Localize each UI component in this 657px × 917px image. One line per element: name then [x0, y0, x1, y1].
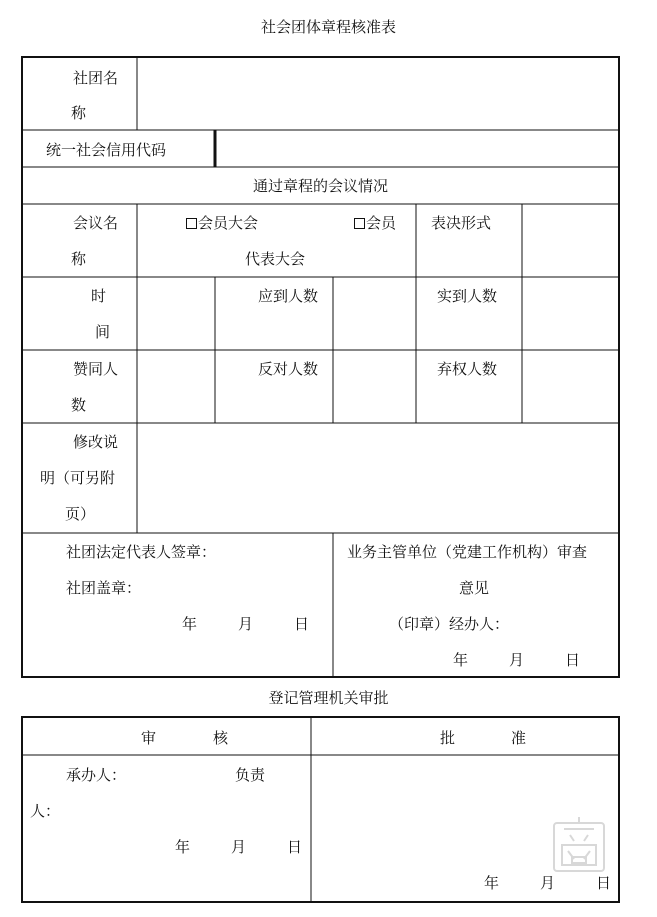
checkbox-icon[interactable]	[354, 218, 365, 229]
approve-header: 批	[440, 729, 456, 747]
review-header: 审	[141, 729, 157, 747]
checkbox-icon[interactable]	[186, 218, 197, 229]
date-day: 日	[287, 838, 303, 856]
supervisor-opinion-label: 业务主管单位（党建工作机构）审查	[347, 543, 588, 561]
meeting-name-label: 会议名	[73, 214, 119, 232]
org-name-label: 社团名	[73, 69, 119, 87]
table2-border	[22, 717, 619, 902]
legal-rep-sign-label: 社团法定代表人签章：	[66, 543, 217, 561]
watermark-logo-icon	[548, 815, 610, 877]
date-month: 月	[231, 838, 247, 856]
date-month: 月	[509, 651, 525, 669]
org-name-label-cont: 称	[71, 104, 87, 122]
date-month: 月	[238, 615, 254, 633]
approve-count-label: 赞同人	[73, 360, 119, 378]
supervisor-opinion-label-cont: 意见	[459, 579, 490, 597]
revision-label-cont2: 页）	[65, 505, 96, 523]
approve-count-label-cont: 数	[71, 396, 87, 414]
expected-count-label: 应到人数	[258, 287, 319, 305]
meeting-name-label-cont: 称	[71, 250, 87, 268]
date-day: 日	[565, 651, 581, 669]
responsible-label: 负责	[235, 766, 266, 784]
option-delegate-assembly[interactable]: 会员	[354, 213, 396, 233]
approval-section-title: 登记管理机关审批	[268, 689, 389, 707]
meeting-section-title: 通过章程的会议情况	[252, 177, 388, 195]
revision-label: 修改说	[73, 433, 119, 451]
abstain-count-label: 弃权人数	[437, 360, 498, 378]
date-day: 日	[294, 615, 310, 633]
date-day: 日	[596, 874, 612, 892]
option-delegate-assembly-cont: 代表大会	[245, 250, 306, 268]
approve-header-cont: 准	[511, 729, 527, 747]
responsible-label-cont: 人：	[30, 802, 61, 820]
resolution-form-label: 表决形式	[431, 214, 492, 232]
date-year: 年	[453, 651, 469, 669]
org-seal-label: 社团盖章：	[66, 579, 142, 597]
seal-handler-label: （印章）经办人：	[389, 615, 510, 633]
time-label-cont: 间	[95, 323, 111, 341]
review-header-cont: 核	[213, 729, 229, 747]
handler-label: 承办人：	[66, 766, 127, 784]
revision-label-cont: 明（可另附	[40, 469, 116, 487]
oppose-count-label: 反对人数	[258, 360, 319, 378]
credit-code-label: 统一社会信用代码	[46, 141, 167, 159]
date-month: 月	[540, 874, 556, 892]
date-year: 年	[175, 838, 191, 856]
form-title: 社会团体章程核准表	[260, 18, 396, 36]
date-year: 年	[484, 874, 500, 892]
time-label: 时	[91, 287, 107, 305]
actual-count-label: 实到人数	[437, 287, 498, 305]
option-general-assembly[interactable]: 会员大会	[186, 213, 258, 233]
date-year: 年	[182, 615, 198, 633]
